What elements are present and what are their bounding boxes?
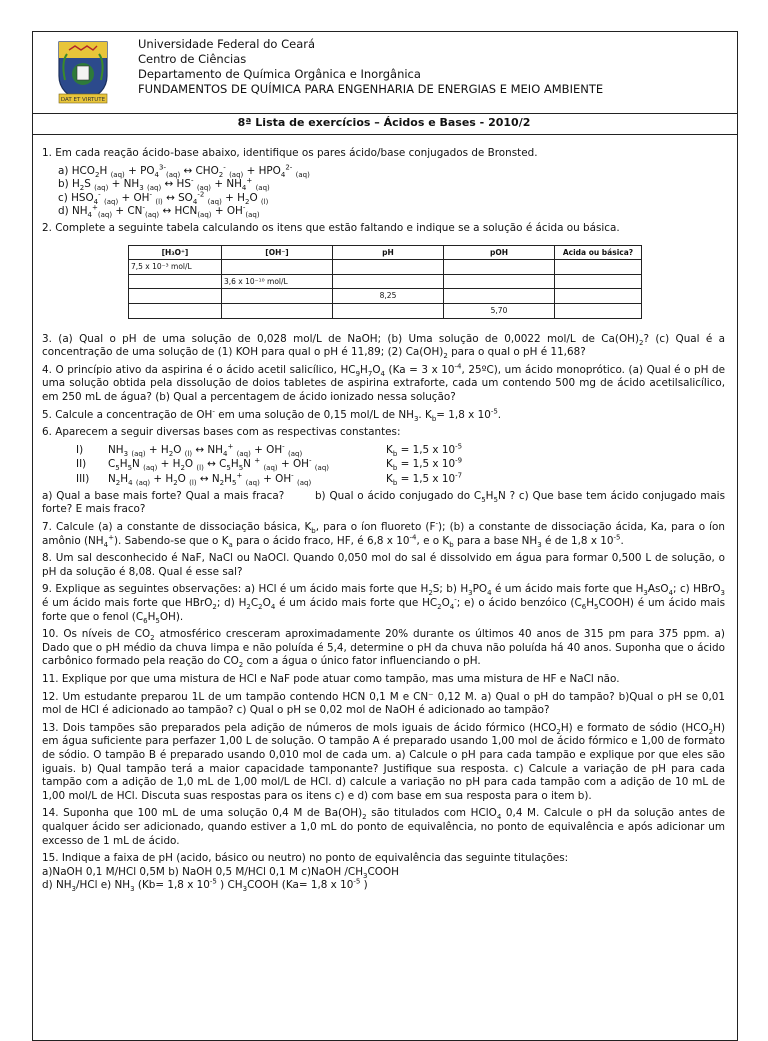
reaction-b: b) $H_2S$ $_{(aq)} + NH_3$ $_{(aq)}$ ↔ HS- $_{(aq)} + NH_4^+$ $_{(aq)}$ (58, 176, 270, 193)
kb-value: $K_b = 1,5$ x $10^{-7}$ (386, 471, 463, 487)
question-14: 14. Suponha que 100 mL de uma solução 0,4 M de $Ba(OH)_2$ são titulados com HClO$_4$ 0,4 M. Calcule o pH da solução antes de qualquer ácido ser adicionado, quando estiver a 1,0 mL do ponto de equivalência, no ponto de equivalência e após adicionar um excesso de 1 mL de ácido. (42, 807, 725, 847)
table-cell: 5,70 (444, 303, 555, 318)
question-13: 13. Dois tampões são preparados pela adição de números de mols iguais de ácido fórmico $(HCO_2H)$ e formato de sódio $(HCO_2H)$ em água suficiente para perfazer 1,00 L de solução. O tampão A é preparado usando 1,00 mol de ácido fórmico e 1,00 de formato de sódio. O tampão B é preparado usando 0,010 mol de cada um. a) Calcule o pH para cada tampão e explique por que eles são iguais. b) Qual tampão terá a maior capacidade tamponante? Justifique sua resposta. c) Calcule a variação de pH para cada tampão com a adição de 1,0 mL de 1,00 mol/L de HCl. d) calcule a variação no pH para cada tampão com a adição de 10 mL de 1,00 mol/L de HCl. Discuta suas respostas para os itens c) e d) com base em sua resposta para o item b). (42, 721, 725, 802)
roman-numeral: II) (76, 458, 87, 471)
question-3: 3. (a) Qual o pH de uma solução de 0,028 mol/L de NaOH; (b) Uma solução de 0,0022 mol/L de $Ca(OH)_2$? (c) Qual é a concentração de uma solução de (1) KOH para qual o pH é 11,89; (2) $Ca(OH)_2$ para o qual o pH é 11,68? (42, 332, 725, 361)
question-15-items-2: d) $NH_3$/HCl e) $NH_3$ (Kb= 1,8 x $10^{-5}$ ) $CH_3COOH$ (Ka= 1,8 x $10^{-5}$ ) (42, 877, 368, 894)
table-cell: 7,5 x 10⁻³ mol/L (129, 260, 222, 275)
base-row-1 (76, 444, 725, 458)
table-cell: 8,25 (333, 289, 444, 304)
table-cell (129, 289, 222, 304)
table-cell (222, 289, 333, 304)
col-header: [OH⁻] (222, 245, 333, 260)
roman-numeral: III) (76, 472, 90, 485)
question-4: 4. O princípio ativo da aspirina é o ácido acetil salicílico, $HC_9H_7O_4$ (Ka = 3 x $10^{-4}$, 25ºC), um ácido monoprótico. (a) Qual é o pH de uma solução obtida pela dissolução de doios tabletes de aspirina extraforte, cada um contendo 500 mg de ácido acetilsalicílico, em 250 mL de água? (b) Qual a percentagem de ácido ionizado nessa solução? (42, 362, 725, 403)
question-1: 1. Em cada reação ácido-base abaixo, identifique os pares ácido/base conjugados de Bronsted. (42, 147, 538, 159)
base-equation: $N_2H_4$ $_{(aq)} + H_2O$ $_{(l)}$ ↔ $N_2H_5^+$ $_{(aq)}$ + OH- $_{(aq)}$ (108, 471, 312, 487)
table-cell (555, 274, 642, 289)
title-divider (33, 134, 737, 135)
institution-header (138, 37, 603, 97)
university-crest-icon (55, 36, 111, 108)
table-row (129, 274, 642, 289)
table-cell (222, 303, 333, 318)
table-cell (444, 274, 555, 289)
kb-value: $K_b = 1,5$ x $10^{-5}$ (386, 442, 463, 459)
table-row (129, 289, 642, 304)
header-line-department: Departamento de Química Orgânica e Inorgânica (138, 67, 421, 81)
kb-value: $K_b = 1,5$ x $10^{-9}$ (386, 457, 463, 473)
question-15: 15. Indique a faixa de pH (acido, básico ou neutro) no ponto de equivalência das seguinte titulações: (42, 852, 569, 865)
table-cell (333, 303, 444, 318)
page-title: 8ª Lista de exercícios – Ácidos e Bases - 2010/2 (237, 116, 531, 129)
question-1-reactions (42, 165, 725, 219)
question-8: 8. Um sal desconhecido é NaF, NaCl ou NaOCl. Quando 0,050 mol do sal é dissolvido em água para formar 0,500 L de solução, o pH da solução é 8,08. Qual é esse sal? (42, 552, 725, 578)
header-divider (33, 113, 737, 114)
base-row-3 (76, 472, 725, 486)
table-cell (555, 303, 642, 318)
ph-table-header (129, 245, 642, 260)
question-6-items: a) Qual a base mais forte? Qual a mais fraca? b) Qual o ácido conjugado do $C_5H_5N$ ? c) Que base tem ácido conjugado mais forte? E mais fraco? (42, 489, 725, 516)
reaction-c: c) $HSO_4^-$ $_{(aq)}$ + OH- $_{(l)}$ ↔ $SO_4^{-2}$ $_{(aq)} + H_2O$ $_{(l)}$ (58, 190, 269, 206)
col-header: pH (333, 245, 444, 260)
col-header: Acida ou básica? (555, 245, 642, 260)
header-line-center: Centro de Ciências (138, 52, 247, 66)
header-line-course: FUNDAMENTOS DE QUÍMICA PARA ENGENHARIA DE ENERGIAS E MEIO AMBIENTE (138, 82, 604, 96)
table-cell (129, 274, 222, 289)
base-equation: $C_5H_5N$ $_{(aq)} + H_2O$ $_{(l)}$ ↔ $C_5H_5N$ + $_{(aq)}$ + OH- $_{(aq)}$ (108, 457, 329, 473)
table-cell (333, 260, 444, 275)
question-12: 12. Um estudante preparou 1L de um tampão contendo HCN 0,1 M e CN⁻ 0,12 M. a) Qual o pH do tampão? b)Qual o pH se 0,01 mol de HCl é adicionado ao tampão? c) Qual o pH se 0,02 mol de NaOH é adicionado ao tampão? (42, 690, 725, 717)
roman-numeral: I) (76, 444, 84, 457)
question-10: 10. Os níveis de $CO_2$ atmosférico cresceram aproximadamente 20% durante os últimos 40 anos de 315 pm para 375 ppm. a) Dado que o pH médio da chuva limpa e não poluída é 5,4, determine o pH da chuva não poluída há 40 anos. Suponha que o ácido carbônico formado pela reação do $CO_2$ com a água o único fator influenciando o pH. (42, 628, 725, 670)
question-5: 5. Calcule a concentração de OH- em uma solução de 0,15 mol/L de $NH_3$. $K_b= 1,8$ x $10^{-5}$. (42, 407, 502, 423)
col-header: [H₃O⁺] (129, 245, 222, 260)
table-cell: 3,6 x 10⁻¹⁰ mol/L (222, 274, 333, 289)
header-line-university: Universidade Federal do Ceará (138, 37, 316, 51)
question-6: 6. Aparecem a seguir diversas bases com as respectivas constantes: (42, 426, 401, 439)
table-cell (444, 289, 555, 304)
table-cell (555, 260, 642, 275)
table-cell (333, 274, 444, 289)
question-7: 7. Calcule (a) a constante de dissociação básica, $K_b$, para o íon fluoreto (F-); (b) a constante de dissociação ácida, Ka, para o íon amônio $(NH_4^+)$. Sabendo-se que o $K_a$ para o ácido fraco, HF, é 6,8 x $10^{-4}$, e o $K_b$ para a base $NH_3$ é de 1,8 x $10^{-5}$. (42, 519, 725, 549)
question-15-items-1: a)NaOH 0,1 M/HCl 0,5M b) NaOH 0,5 M/HCl 0,1 M c)NaOH $/CH_3COOH$ (42, 865, 399, 880)
col-header: pOH (444, 245, 555, 260)
exercise-list (42, 147, 725, 893)
question-11: 11. Explique por que uma mistura de HCl e NaF pode atuar como tampão, mas uma mistura de HF e NaCl não. (42, 672, 620, 685)
table-cell (444, 260, 555, 275)
question-2: 2. Complete a seguinte tabela calculando os itens que estão faltando e indique se a solução é ácida ou básica. (42, 221, 620, 234)
reaction-a: a) $HCO_2H$ $_{(aq)} + PO_4^{3-}_{(aq)}$ ↔ $CHO_2^-$ $_{(aq)} + HPO_4^{2-}$ $_{(aq)}$ (58, 163, 310, 179)
question-9: 9. Explique as seguintes observações: a) HCl é um ácido mais forte que $H_2S$; b) $H_3PO_4$ é um ácido mais forte que $H_3AsO_4$; c) HBrO$_3$ é um ácido mais forte que HBrO$_2$; d) $H_2C_2O_4$ é um ácido mais forte que $HC_2O_4^-$; e) o ácido benzóico $(C_6H_5COOH)$ é um ácido mais forte que o fenol $(C_6H_5OH)$. (42, 583, 725, 625)
table-cell (222, 260, 333, 275)
base-equation: $NH_3$ $_{(aq)} + H_2O$ $_{(l)}$ ↔ $NH_4^+$ $_{(aq)}$ + OH- $_{(aq)}$ (108, 442, 303, 459)
table-cell (129, 303, 222, 318)
logo-motto: DAT ET VIRTUTE (60, 97, 106, 103)
reaction-d: d) $NH_4^+_{(aq)} + CN^-_{(aq)}$ ↔ $HCN_{(aq)} + OH^-_{(aq)}$ (58, 203, 260, 220)
table-row (129, 260, 642, 275)
base-row-2 (76, 458, 725, 472)
table-row (129, 303, 642, 318)
ph-table (128, 245, 642, 319)
table-cell (555, 289, 642, 304)
